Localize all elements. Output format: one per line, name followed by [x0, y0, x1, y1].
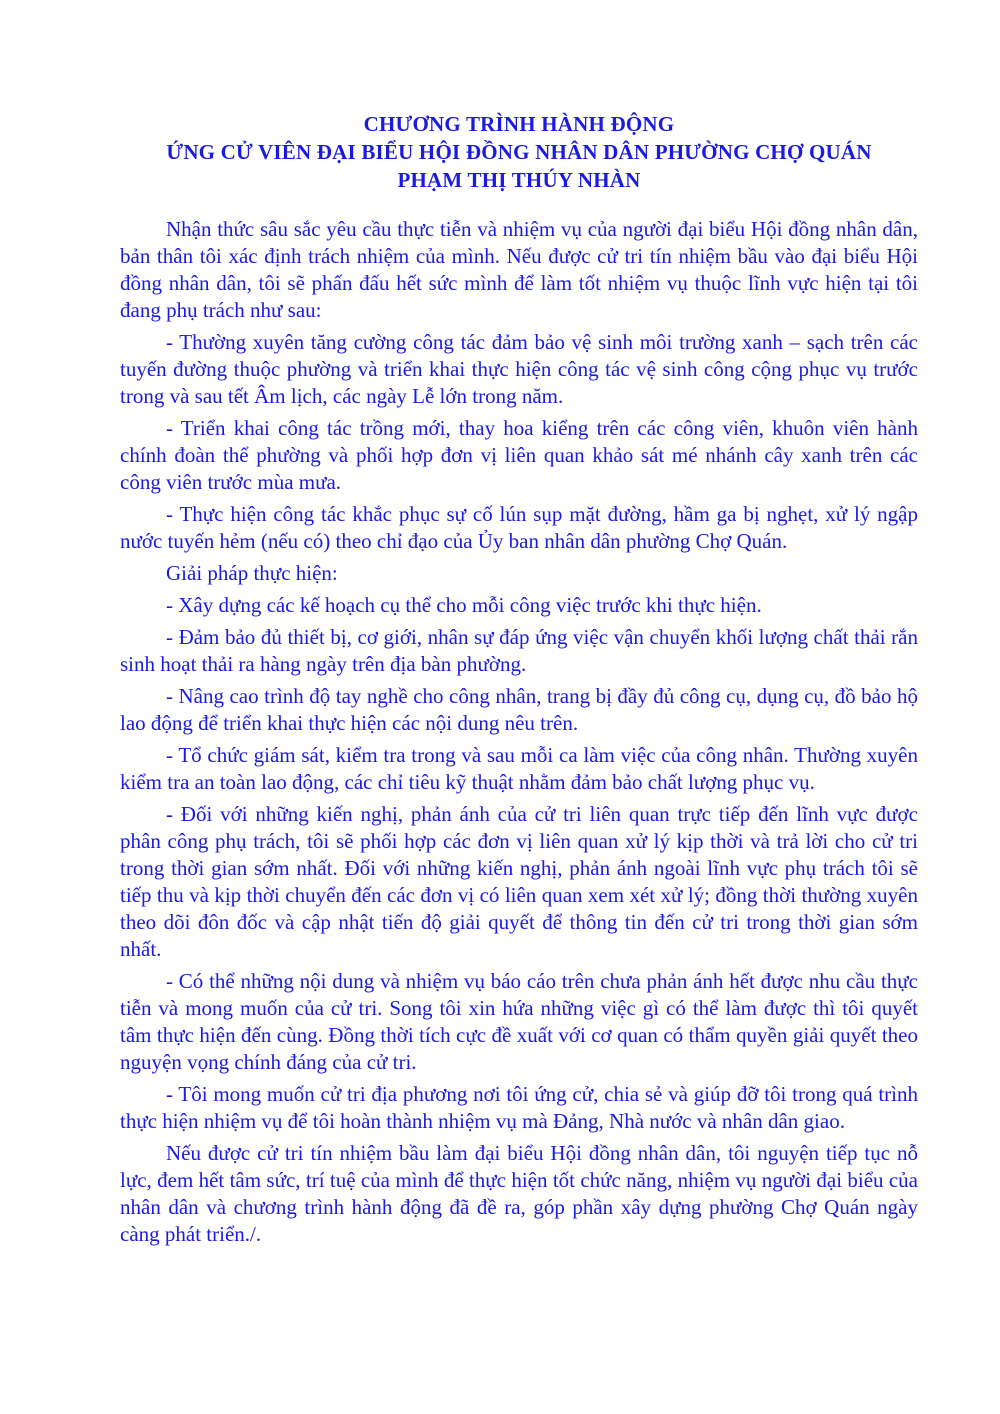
paragraph-road-repair: - Thực hiện công tác khắc phục sự cố lún sụp mặt đường, hầm ga bị nghẹt, xử lý ngập nước tuyến hẻm (nếu có) theo chỉ đạo của Ủy ban nhân dân phường Chợ Quán.	[120, 502, 918, 553]
title-line-name: PHẠM THỊ THÚY NHÀN	[397, 168, 641, 192]
document-title	[120, 110, 918, 194]
document-page	[120, 110, 918, 1253]
paragraph-conclusion: Nếu được cử tri tín nhiệm bầu làm đại biểu Hội đồng nhân dân, tôi nguyện tiếp tục nỗ lực, đem hết tâm sức, trí tuệ của mình để thực hiện tốt chức năng, nhiệm vụ người đại biểu của nhân dân và chương trình hành động đã đề ra, góp phần xây dựng phường Chợ Quán ngày càng phát triển./.	[120, 1141, 918, 1246]
paragraph-equipment: - Đảm bảo đủ thiết bị, cơ giới, nhân sự đáp ứng việc vận chuyển khối lượng chất thải rắn sinh hoạt thải ra hàng ngày trên địa bàn phường.	[120, 625, 918, 676]
paragraph-solutions-heading: Giải pháp thực hiện:	[166, 561, 338, 585]
paragraph-feedback: - Đối với những kiến nghị, phản ánh của cử tri liên quan trực tiếp đến lĩnh vực được phân công phụ trách, tôi sẽ phối hợp các đơn vị liên quan xử lý kịp thời và trả lời cho cử tri trong thời gian sớm nhất. Đối với những kiến nghị, phản ánh ngoài lĩnh vực phụ trách tôi sẽ tiếp thu và kịp thời chuyển đến các đơn vị có liên quan xem xét xử lý; đồng thời thường xuyên theo dõi đôn đốc và cập nhật tiến độ giải quyết để thông tin đến cử tri trong thời gian sớm nhất.	[120, 802, 918, 961]
title-line-candidate: ỨNG CỬ VIÊN ĐẠI BIỂU HỘI ĐỒNG NHÂN DÂN PHƯỜNG CHỢ QUÁN	[166, 140, 872, 164]
paragraph-environment: - Thường xuyên tăng cường công tác đảm bảo vệ sinh môi trường xanh – sạch trên các tuyến đường thuộc phường và triển khai thực hiện công tác vệ sinh công cộng phục vụ trước trong và sau tết Âm lịch, các ngày Lễ lớn trong năm.	[120, 330, 918, 408]
paragraph-supervision: - Tổ chức giám sát, kiểm tra trong và sau mỗi ca làm việc của công nhân. Thường xuyên kiểm tra an toàn lao động, các chỉ tiêu kỹ thuật nhằm đảm bảo chất lượng phục vụ.	[120, 743, 918, 794]
paragraph-commitment: - Có thể những nội dung và nhiệm vụ báo cáo trên chưa phản ánh hết được nhu cầu thực tiễn và mong muốn của cử tri. Song tôi xin hứa những việc gì có thể làm được thì tôi quyết tâm thực hiện đến cùng. Đồng thời tích cực đề xuất với cơ quan có thẩm quyền giải quyết theo nguyện vọng chính đáng của cử tri.	[120, 969, 918, 1074]
paragraph-intro: Nhận thức sâu sắc yêu cầu thực tiễn và nhiệm vụ của người đại biểu Hội đồng nhân dân, bản thân tôi xác định trách nhiệm của mình. Nếu được cử tri tín nhiệm bầu vào đại biểu Hội đồng nhân dân, tôi sẽ phấn đấu hết sức mình để làm tốt nhiệm vụ thuộc lĩnh vực hiện tại tôi đang phụ trách như sau:	[120, 217, 918, 322]
paragraph-plans: - Xây dựng các kế hoạch cụ thể cho mỗi công việc trước khi thực hiện.	[166, 593, 762, 617]
paragraph-planting: - Triển khai công tác trồng mới, thay hoa kiểng trên các công viên, khuôn viên hành chính đoàn thể phường và phối hợp đơn vị liên quan khảo sát mé nhánh cây xanh trên các công viên trước mùa mưa.	[120, 416, 918, 494]
paragraph-training: - Nâng cao trình độ tay nghề cho công nhân, trang bị đầy đủ công cụ, dụng cụ, đồ bảo hộ lao động để triển khai thực hiện các nội dung nêu trên.	[120, 684, 918, 735]
title-line-program: CHƯƠNG TRÌNH HÀNH ĐỘNG	[363, 112, 675, 136]
paragraph-support: - Tôi mong muốn cử tri địa phương nơi tôi ứng cử, chia sẻ và giúp đỡ tôi trong quá trình thực hiện nhiệm vụ để tôi hoàn thành nhiệm vụ mà Đảng, Nhà nước và nhân dân giao.	[120, 1082, 918, 1133]
document-body	[120, 216, 918, 1248]
